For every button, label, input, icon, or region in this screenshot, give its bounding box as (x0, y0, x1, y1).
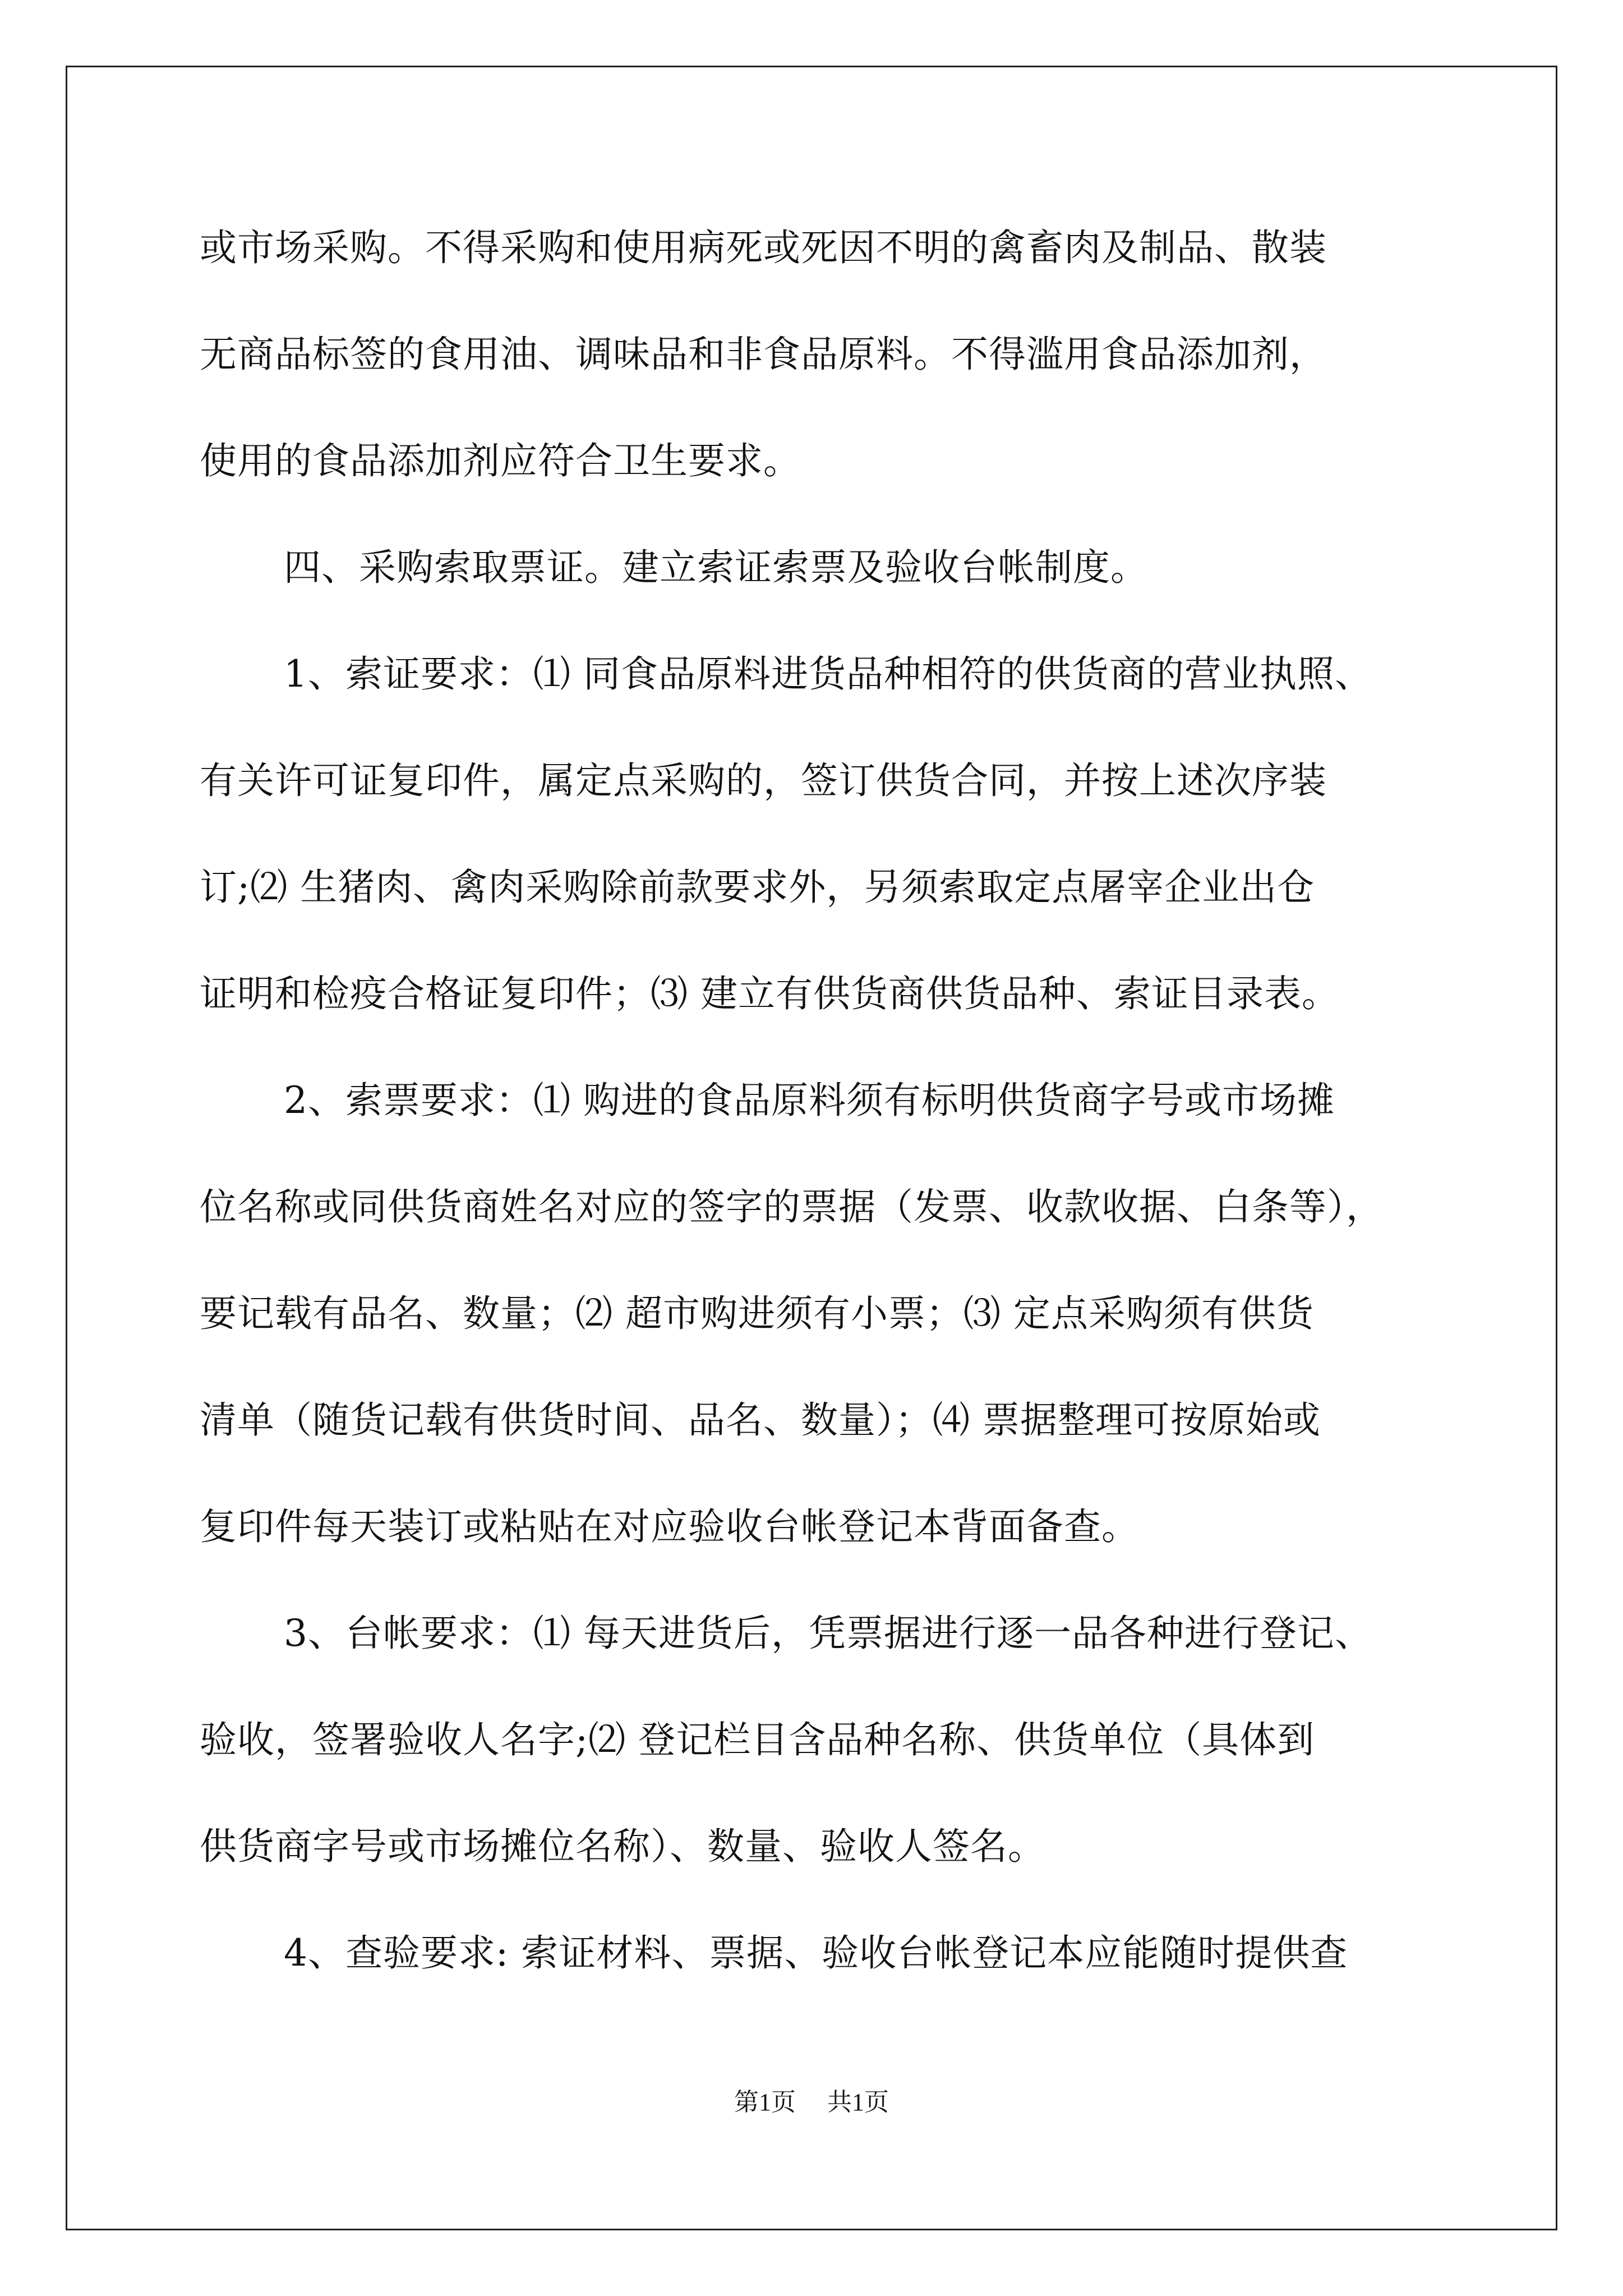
body-line: 复印件每天装订或粘贴在对应验收台帐登记本背面备查。 (200, 1505, 1139, 1548)
body-line: 3、台帐要求：⑴ 每天进货后，凭票据进行逐一品各种进行登记、 (284, 1612, 1372, 1655)
body-line: 或市场采购。不得采购和使用病死或死因不明的禽畜肉及制品、散装 (200, 226, 1327, 269)
body-line: 2、索票要求：⑴ 购进的食品原料须有标明供货商字号或市场摊 (284, 1079, 1335, 1122)
body-line: 证明和检疫合格证复印件；⑶ 建立有供货商供货品种、索证目录表。 (200, 972, 1339, 1015)
page-footer (0, 2086, 1623, 2119)
page-border (66, 66, 1557, 2230)
body-line: 无商品标签的食用油、调味品和非食品原料。不得滥用食品添加剂， (200, 333, 1327, 376)
body-line: 订;⑵ 生猪肉、禽肉采购除前款要求外，另须索取定点屠宰企业出仓 (200, 866, 1315, 909)
page-total: 共1页 (827, 2088, 889, 2116)
body-line: 4、查验要求: 索证材料、票据、验收台帐登记本应能随时提供查 (284, 1931, 1348, 1975)
section-heading: 四、采购索取票证。建立索证索票及验收台帐制度。 (284, 546, 1148, 589)
body-line: 有关许可证复印件，属定点采购的，签订供货合同，并按上述次序装 (200, 759, 1327, 802)
body-line: 使用的食品添加剂应符合卫生要求。 (200, 439, 801, 482)
body-line: 要记载有品名、数量；⑵ 超市购进须有小票；⑶ 定点采购须有供货 (200, 1292, 1314, 1335)
page-number: 第1页 (734, 2088, 796, 2116)
body-line: 验收，签署验收人名字;⑵ 登记栏目含品种名称、供货单位（具体到 (200, 1718, 1315, 1761)
body-line: 供货商字号或市场摊位名称）、数量、验收人签名。 (200, 1825, 1045, 1868)
body-line: 位名称或同供货商姓名对应的签字的票据（发票、收款收据、白条等）， (200, 1185, 1384, 1228)
body-line: 清单（随货记载有供货时间、品名、数量）；⑷ 票据整理可按原始或 (200, 1398, 1321, 1442)
body-line: 1、索证要求：⑴ 同食品原料进货品种相符的供货商的营业执照、 (284, 652, 1372, 696)
